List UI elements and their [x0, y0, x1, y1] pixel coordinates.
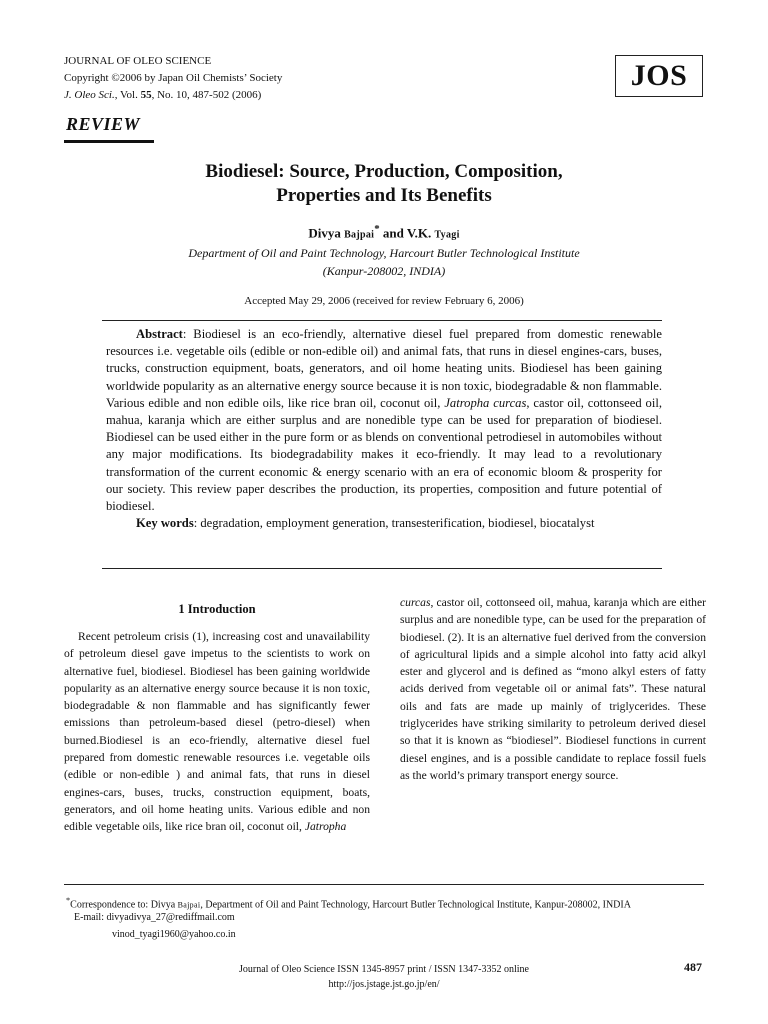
- abstract-top-rule: [102, 320, 662, 321]
- abstract-part2: , castor oil, cottonseed oil, mahua, karanja which are either surplus and are nonedible type can be used for preparation of biodiesel. Biodiesel can be used either in the pure form or as blends on conventional petrodiesel in automobiles without any major modifications. Its biodegradability makes it eco-friendly. It may lead to a revolutionary transformation of the current economic & energy scenario with an era of economic bloom & prosperity for our society. This review paper describes the production, its properties, composition and future potential of biodiesel.: [106, 395, 662, 514]
- intro-right-text: , castor oil, cottonseed oil, mahua, karanja which are either surplus and are nonedible type, can be used for the preparation of biodiesel. (2). It is an alternative fuel derived from the conversion of agricultural lipids and a simple alcohol into fatty acid alkyl ester and glycerol and is defined as “mono alkyl esters of fatty acids derived from vegetable oil or animal fats”. These natural oils and fats are made up mainly of triglycerides. These triglycerides have striking similarity to petroleum derived diesel so that it is known as “biodiesel”. Biodiesel functions in current diesel engines, and is a possible candidate to replace fossil fuels as the world’s primary transport energy source.: [400, 596, 706, 782]
- abstract-italic: Jatropha curcas: [444, 395, 527, 410]
- section-label: REVIEW: [66, 114, 141, 134]
- journal-name: JOURNAL OF OLEO SCIENCE: [64, 55, 212, 67]
- abstract: [106, 326, 662, 532]
- abstract-label: Abstract: [136, 327, 183, 341]
- section-label-rule: [64, 140, 154, 143]
- copyright-line: Copyright ©2006 by Japan Oil Chemists’ Society: [64, 72, 283, 84]
- author-line: [64, 223, 704, 241]
- abstract-part1: : Biodiesel is an eco-friendly, alternative diesel fuel prepared from domestic renewable resources i.e. vegetable oils (edible or non-edible oil) and animal fats, that runs in diesel engines-cars, buses, trucks, construction equipment, boats, generators, and oil home heating units. Biodiesel has been gaining worldwide popularity as an alternative energy source because it is non toxic, biodegradable & non flammable. Various edible and non edible oils, like rice bran oil, coconut oil,: [106, 327, 662, 410]
- keywords-text: : degradation, employment generation, transesterification, biodiesel, biocatalyst: [193, 516, 595, 531]
- jos-logo: JOS: [615, 55, 703, 97]
- accepted-date: Accepted May 29, 2006 (received for review February 6, 2006): [244, 295, 524, 307]
- email-2[interactable]: vinod_tyagi1960@yahoo.co.in: [112, 929, 236, 940]
- right-column: [400, 594, 706, 784]
- keywords-label: Key words: [136, 516, 194, 531]
- citation-journal: J. Oleo Sci.: [64, 89, 115, 101]
- title-line-2: Properties and Its Benefits: [276, 185, 492, 206]
- footer-url[interactable]: http://jos.jstage.jst.go.jp/en/: [328, 979, 440, 990]
- citation-rest: , No. 10, 487-502 (2006): [151, 89, 262, 101]
- author-and: and V.K.: [379, 225, 435, 241]
- affiliation: [64, 244, 704, 280]
- keywords: [106, 515, 662, 532]
- footnote-rule: [64, 884, 704, 885]
- corr-name: Bajpai: [177, 900, 201, 910]
- intro-paragraph-left: [64, 628, 370, 836]
- affiliation-line-2: (Kanpur-208002, INDIA): [322, 264, 446, 278]
- page-number: 487: [684, 960, 702, 974]
- author1-mark: *: [374, 223, 380, 235]
- intro-left-text: Recent petroleum crisis (1), increasing cost and unavailability of petroleum diesel gave impetus to the scientists to work on alternative fuel, biodiesel. Biodiesel has been gaining worldwide popularity as an alternative energy source because it is non toxic, biodegradable & non flammable and has significantly fewer emissions than petroleum-based diesel (petro-diesel) when burned.Biodiesel is an eco-friendly, alternative diesel fuel prepared from domestic renewable resources i.e. vegetable oils (edible or non-edible ) and animal fats, that runs in diesel engines-cars, buses, trucks, construction equipment, boats, generators, and oil home heating units. Various edible and non edible vegetable oils, like rice bran oil, coconut oil,: [64, 630, 370, 834]
- title-line-1: Biodiesel: Source, Production, Composition,: [205, 161, 563, 182]
- author1-last: Bajpai: [344, 229, 375, 241]
- section-heading-introduction: 1 Introduction: [178, 602, 256, 616]
- footer-issn: Journal of Oleo Science ISSN 1345-8957 print / ISSN 1347-3352 online: [239, 964, 529, 975]
- page-footer: [64, 962, 704, 992]
- footnote-email: [74, 909, 235, 926]
- intro-left-italic: Jatropha: [304, 820, 347, 834]
- corr-prefix: Correspondence to: Divya: [70, 899, 178, 911]
- left-column: [64, 628, 370, 836]
- citation-volume: 55: [140, 89, 152, 101]
- email-label: E-mail:: [74, 912, 107, 923]
- corr-rest: , Department of Oil and Paint Technology, Harcourt Butler Technological Institute, Kanpur-208002, INDIA: [200, 899, 631, 911]
- paper-title: [64, 160, 704, 208]
- abstract-bottom-rule: [102, 568, 662, 569]
- citation-vol-prefix: , Vol.: [114, 89, 141, 101]
- abstract-body: [106, 326, 662, 515]
- intro-right-italic: curcas: [400, 596, 431, 609]
- author2-last: Tyagi: [434, 229, 460, 241]
- citation-line: [64, 87, 261, 103]
- affiliation-line-1: Department of Oil and Paint Technology, Harcourt Butler Technological Institute: [188, 246, 580, 260]
- author1-first: Divya: [308, 225, 345, 241]
- footnote-mark: *: [66, 896, 71, 905]
- intro-paragraph-right: [400, 594, 706, 784]
- email-1[interactable]: divyadivya_27@rediffmail.com: [106, 912, 235, 923]
